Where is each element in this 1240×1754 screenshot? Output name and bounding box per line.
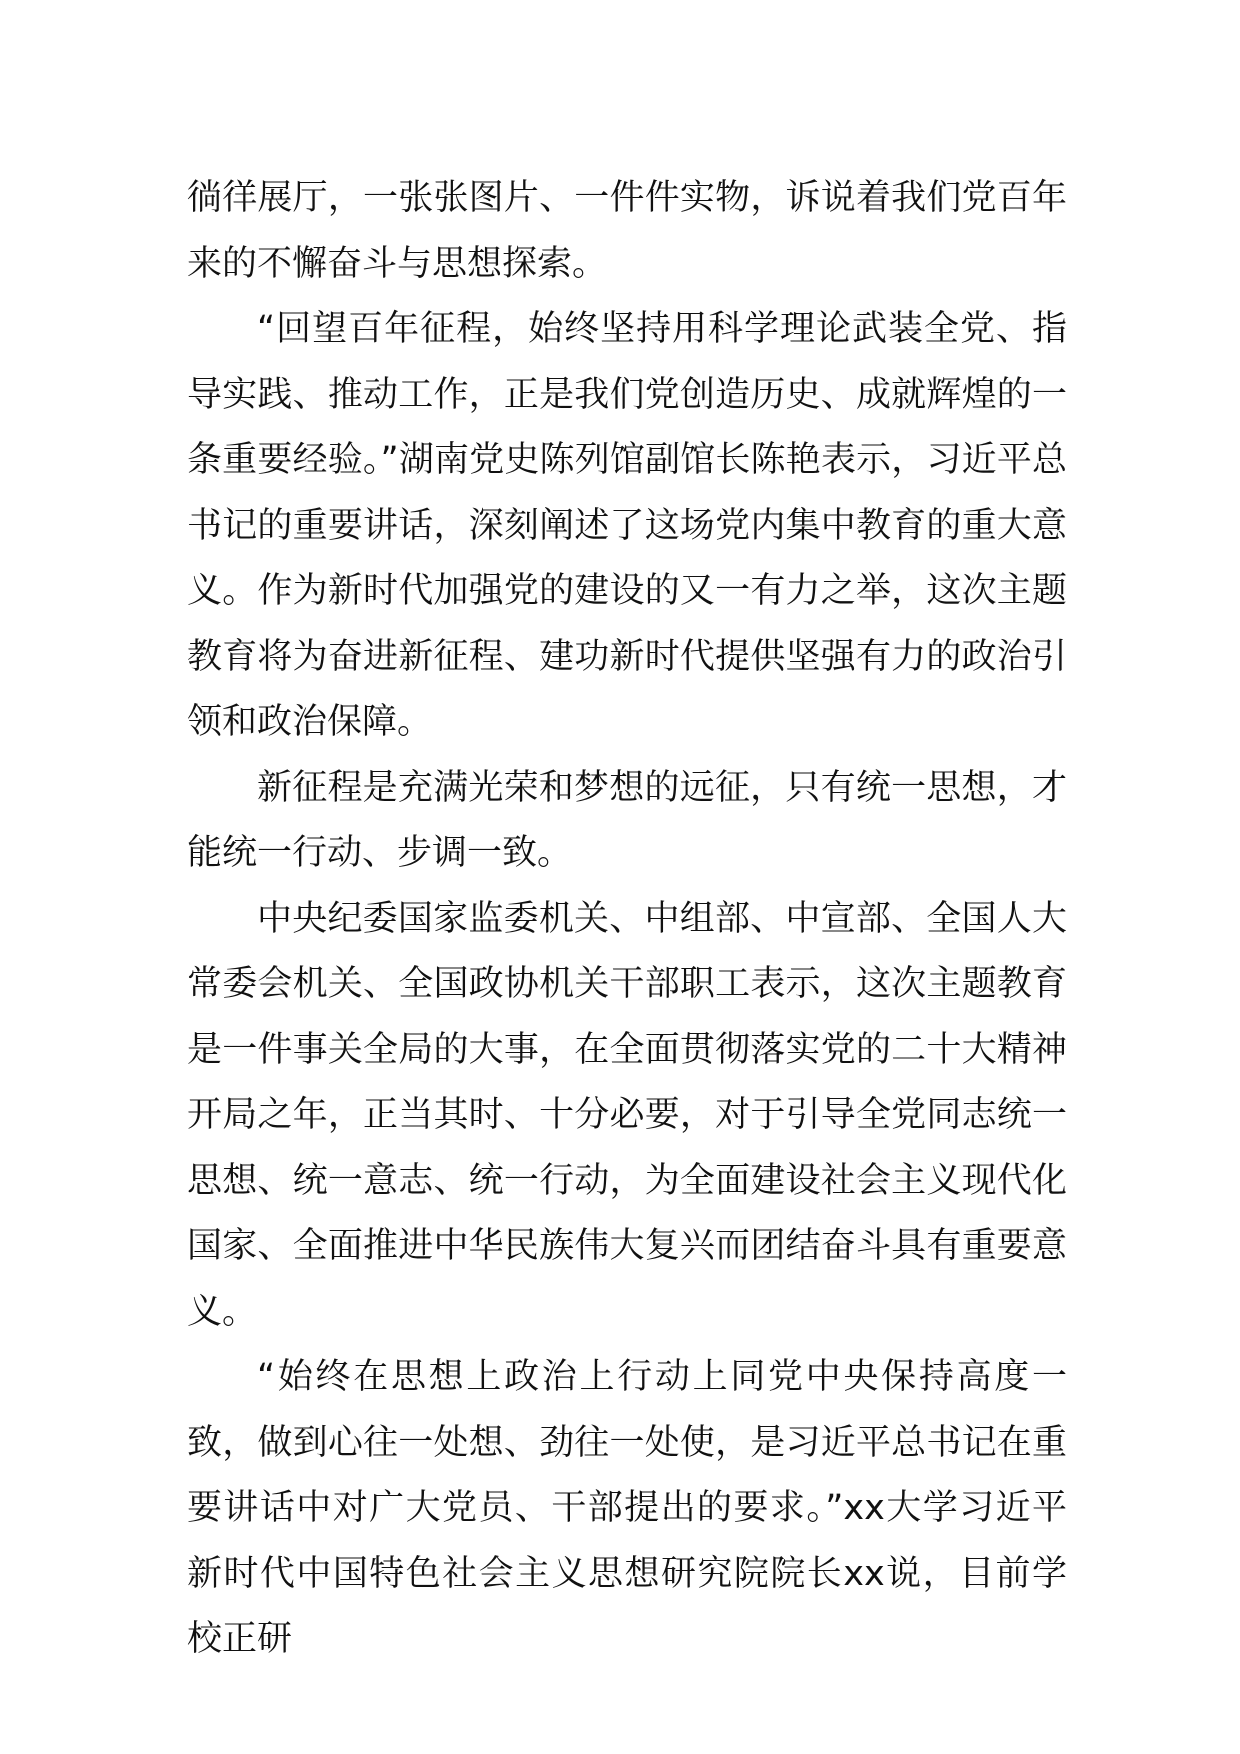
- paragraph-exhibition-hall: 徜徉展厅，一张张图片、一件件实物，诉说着我们党百年来的不懈奋斗与思想探索。: [187, 178, 1067, 284]
- paragraph-central-organs: 中央纪委国家监委机关、中组部、中宣部、全国人大常委会机关、全国政协机关干部职工表示，这次主题教育是一件事关全局的大事，在全面贯彻落实党的二十大精神开局之年，正当其时、十分必要，对于引导全党同志统一思想、统一意志、统一行动，为全面建设社会主义现代化国家、全面推进中华民族伟大复兴而团结奋斗具有重要意义。: [187, 898, 1067, 1332]
- paragraph-university-quote: “始终在思想上政治上行动上同党中央保持高度一致，做到心往一处想、劲往一处使，是习近平总书记在重要讲话中对广大党员、干部提出的要求。”xx大学习近平新时代中国特色社会主义思想研究院院长xx说，目前学校正研: [187, 1357, 1067, 1659]
- paragraph-chen-yan-quote: “回望百年征程，始终坚持用科学理论武装全党、指导实践、推动工作，正是我们党创造历史、成就辉煌的一条重要经验。”湖南党史陈列馆副馆长陈艳表示，习近平总书记的重要讲话，深刻阐述了这场党内集中教育的重大意义。作为新时代加强党的建设的又一有力之举，这次主题教育将为奋进新征程、建功新时代提供坚强有力的政治引领和政治保障。: [187, 309, 1067, 742]
- body-text: [187, 166, 1067, 1673]
- paragraph-new-journey: 新征程是充满光荣和梦想的远征，只有统一思想，才能统一行动、步调一致。: [187, 767, 1067, 873]
